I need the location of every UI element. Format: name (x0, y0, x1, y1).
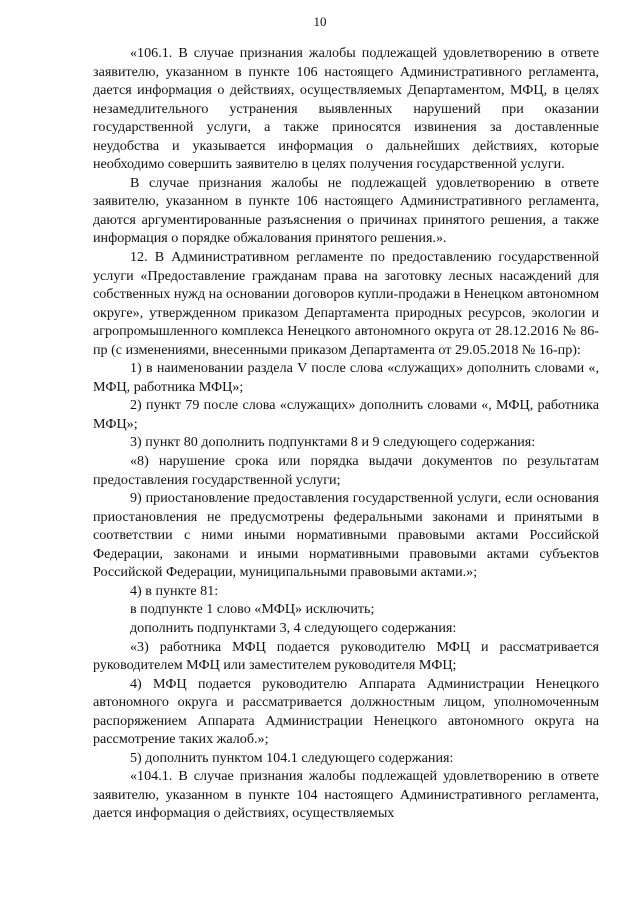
paragraph-subitem-4-a: в подпункте 1 слово «МФЦ» исключить; (130, 601, 375, 618)
paragraph-point-8: «8) нарушение срока или порядка выдачи документов по результатам предоставления государственной услуги; (93, 453, 599, 488)
paragraph-subitem-4-b: дополнить подпунктами 3, 4 следующего содержания: (130, 619, 457, 636)
paragraph-item-12: 12. В Административном регламенте по предоставлению государственной услуги «Предоставление гражданам права на заготовку лесных насаждений для собственных нужд на основании договоров купли-продажи в Ненецком автономном округе», утвержденном приказом Департамента природных ресурсов, экологии и агропромышленного комплекса Ненецкого автономного округа от 28.12.2016 № 86-пр (с изменениями, внесенными приказом Департамента от 29.05.2018 № 16-пр): (93, 249, 600, 358)
paragraph-subitem-2: 2) пункт 79 после слова «служащих» дополнить словами «, МФЦ, работника МФЦ»; (93, 397, 599, 432)
paragraph-104-1: «104.1. В случае признания жалобы подлежащей удовлетворению в ответе заявителю, указанном в пункте 104 настоящего Административного регламента, дается информация о действиях, осуществляемых (93, 768, 599, 822)
paragraph-point-9: 9) приостановление предоставления государственной услуги, если основания приостановления не предусмотрены федеральными законами и принятыми в соответствии с ними иными нормативными правовыми актами Российской Федерации, законами и иными нормативными правовыми актами субъектов Российской Федерации, муниципальными правовыми актами.»; (93, 490, 599, 581)
paragraph-point-3: «3) работника МФЦ подается руководителю МФЦ и рассматривается руководителем МФЦ или заместителем руководителя МФЦ; (93, 638, 599, 674)
paragraph-subitem-4: 4) в пункте 81: (130, 582, 219, 599)
paragraph-subitem-1: 1) в наименовании раздела V после слова «служащих» дополнить словами «, МФЦ, работника МФЦ»; (93, 360, 599, 395)
paragraph-point-4: 4) МФЦ подается руководителю Аппарата Администрации Ненецкого автономного округа и рассматривается должностным лицом, уполномоченным распоряжением Аппарата Администрации Ненецкого автономного округа на рассмотрение таких жалоб.»; (93, 675, 599, 748)
document-body (93, 44, 599, 823)
paragraph-rejection: В случае признания жалобы не подлежащей удовлетворению в ответе заявителю, указанном в пункте 106 настоящего Административного регламента, даются аргументированные разъяснения о причинах принятого решения, а также информация о порядке обжалования принятого решения.». (93, 174, 599, 247)
paragraph-subitem-5: 5) дополнить пунктом 104.1 следующего содержания: (130, 749, 454, 766)
paragraph-subitem-3: 3) пункт 80 дополнить подпунктами 8 и 9 следующего содержания: (130, 434, 536, 451)
page-number: 10 (313, 14, 327, 29)
paragraph-106-1: «106.1. В случае признания жалобы подлежащей удовлетворению в ответе заявителю, указанном в пункте 106 настоящего Административного регламента, дается информация о действиях, осуществляемых Департаментом, МФЦ, в целях незамедлительного устранения выявленных нарушений при оказании государственной услуги, а также приносятся извинения за доставленные неудобства и указывается информация о дальнейших действиях, которые необходимо совершить заявителю в целях получения государственной услуги. (93, 45, 599, 173)
